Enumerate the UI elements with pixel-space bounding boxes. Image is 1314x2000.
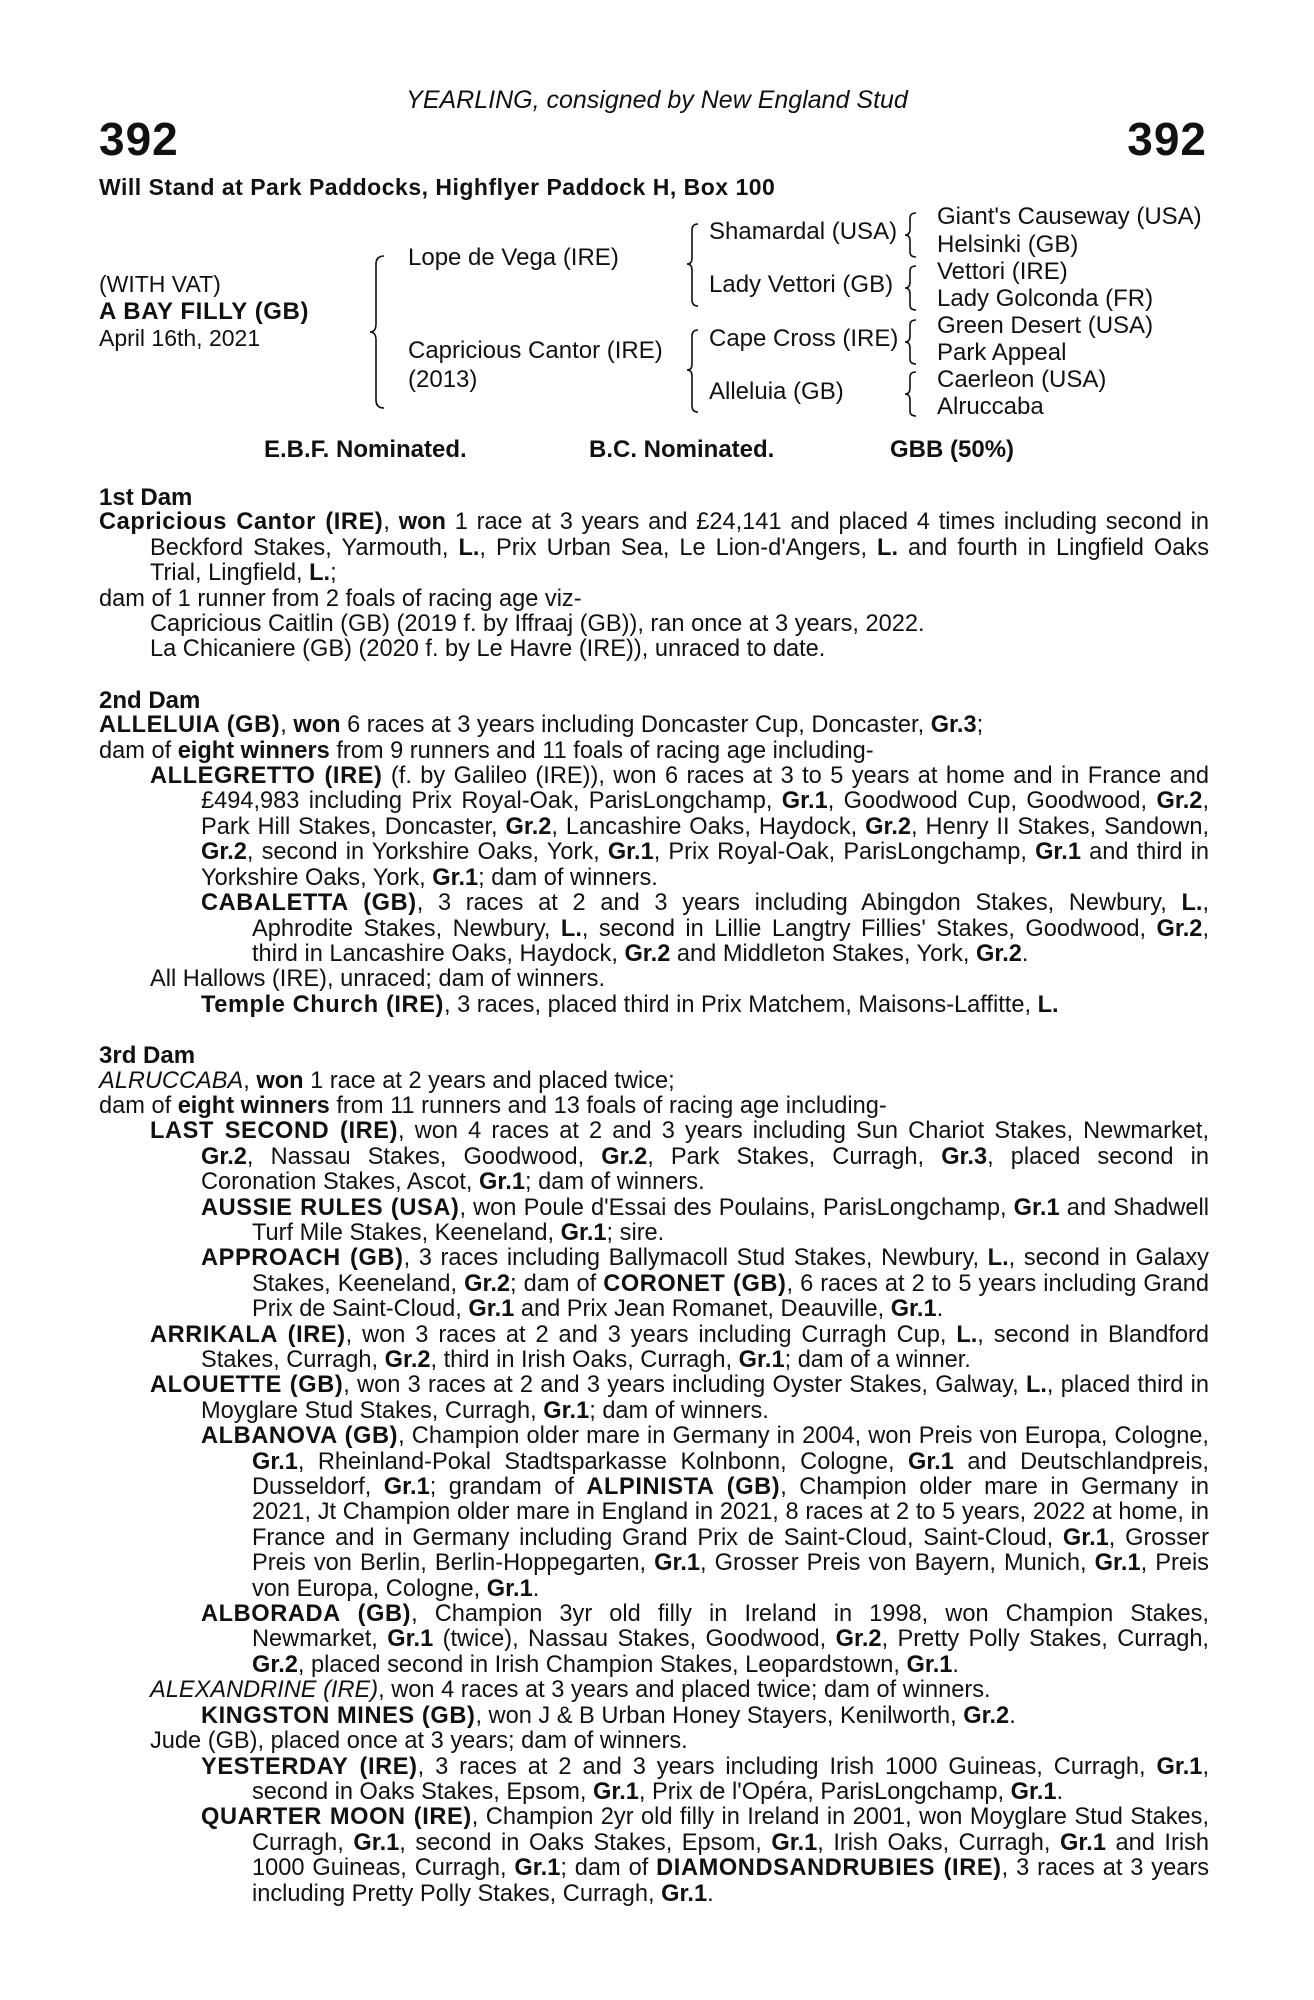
entry-text: , Goodwood Cup, Goodwood, (827, 788, 1157, 815)
entry-text: , second in Blandford Stakes, Curragh, (201, 1321, 1209, 1373)
entry-text: . (707, 1880, 714, 1907)
first-dam-heading: 1st Dam (99, 484, 193, 511)
entry-text: and Shadwell Turf Mile Stakes, Keeneland, (252, 1194, 1209, 1246)
pedigree-bracket-sire (688, 222, 702, 310)
entry-text: , Lancashire Oaks, Haydock, (551, 813, 866, 840)
entry-text: , second in Oaks Stakes, Epsom, (399, 1829, 772, 1856)
produce-item (99, 1373, 1209, 1424)
group-badge: Gr.2 (624, 940, 671, 967)
listed-badge: L. (877, 534, 898, 561)
horse-name: QUARTER MOON (IRE) (201, 1804, 472, 1831)
group-badge: Gr.1 (1062, 1524, 1109, 1551)
entry-text: . (1021, 940, 1029, 967)
entry-text: ; (330, 560, 337, 587)
produce-item (99, 1246, 1209, 1322)
winners-count: eight winners (177, 1092, 330, 1119)
second-dam-entry: ALLELUIA (GB), won 6 races at 3 years including Doncaster Cup, Doncaster, Gr.3; (99, 712, 984, 739)
entry-text: , Aphrodite Stakes, Newbury, (252, 890, 1209, 942)
group-badge: Gr.2 (865, 813, 912, 840)
entry-text: from 11 runners and 13 foals of racing age including- (329, 1092, 887, 1119)
won-label: won (256, 1067, 304, 1094)
won-label: won (293, 712, 341, 739)
group-badge: Gr.2 (464, 1270, 511, 1297)
group-badge: Gr.1 (432, 864, 479, 891)
entry-text: and third in Yorkshire Oaks, York, (201, 839, 1209, 891)
horse-name: AUSSIE RULES (USA) (201, 1194, 460, 1221)
entry-text: , Prix Urban Sea, Le Lion-d'Angers, (479, 534, 878, 561)
entry-text: , Grosser Preis von Berlin, Berlin-Hoppegarten, (252, 1524, 1209, 1577)
entry-text: ; dam of winners. (589, 1397, 769, 1424)
pedigree-sire-sire: Shamardal (USA) (709, 218, 898, 245)
entry-text: , Champion older mare in Germany in 2021, Jt Champion older mare in England in 2021, 8 races at 2 to 5 years, 2022 at home, in France and in Germany including Grand Prix de Saint-Cloud, Saint-Cloud, (252, 1474, 1209, 1551)
group-badge: Gr.1 (890, 1296, 937, 1323)
horse-name: YESTERDAY (IRE) (201, 1753, 418, 1780)
produce-item (99, 993, 1209, 1018)
horse-name: LAST SECOND (IRE) (150, 1118, 399, 1145)
group-badge: Gr.1 (1156, 1753, 1203, 1780)
pedigree-dd-dam: Alruccaba (937, 393, 1044, 420)
entry-text: , second in Oaks Stakes, Epsom, (252, 1753, 1209, 1805)
gbb-note: GBB (50%) (890, 436, 1015, 463)
horse-name: ALPINISTA (GB) (586, 1474, 781, 1501)
entry-text: , won 4 races at 3 years and placed twice; dam of winners. (378, 1677, 991, 1704)
group-badge: Gr.3 (930, 712, 977, 739)
entry-text: , Henry II Stakes, Sandown, (911, 813, 1210, 840)
produce-item: Capricious Caitlin (GB) (2019 f. by Iffraaj (GB)), ran once at 3 years, 2022. (150, 611, 925, 638)
first-dam-produce-summary: dam of 1 runner from 2 foals of racing age viz- (99, 585, 582, 612)
listed-badge: L. (1181, 890, 1203, 917)
entry-text: , 3 races at 2 and 3 years including Abingdon Stakes, Newbury, (416, 890, 1182, 917)
entry-text: . (952, 1651, 959, 1678)
entry-text: , Champion 2yr old filly in Ireland in 2001, won Moyglare Stud Stakes, Curragh, (252, 1804, 1210, 1856)
pedigree-ds-dam: Park Appeal (937, 339, 1067, 366)
group-badge: Gr.1 (781, 788, 828, 815)
group-badge: Gr.1 (252, 1448, 298, 1475)
entry-text: , Irish Oaks, Curragh, (817, 1829, 1061, 1856)
group-badge: Gr.1 (479, 1169, 525, 1196)
listed-badge: L. (987, 1245, 1009, 1272)
group-badge: Gr.1 (908, 1448, 954, 1475)
third-dam-entry: ALRUCCABA, won 1 race at 2 years and placed twice; (99, 1067, 675, 1094)
listed-badge: L. (458, 534, 480, 561)
horse-name: ALBORADA (GB) (201, 1601, 412, 1628)
pedigree-dam-sire: Cape Cross (IRE) (709, 325, 899, 352)
entry-text: . (936, 1296, 944, 1323)
entry-text: and Deutschlandpreis, Dusseldorf, (252, 1448, 1209, 1501)
pedigree-bracket-main (372, 254, 392, 410)
group-badge: Gr.2 (252, 1651, 298, 1678)
horse-name: ALLEGRETTO (IRE) (150, 763, 383, 790)
entry-text: , second in Lillie Langtry Fillies' Stakes, Goodwood, (581, 915, 1157, 942)
entry-text: , Pretty Polly Stakes, Curragh, (881, 1626, 1209, 1653)
stand-info: Will Stand at Park Paddocks, Highflyer Paddock H, Box 100 (99, 174, 776, 200)
entry-text: , won 3 races at 2 and 3 years including Oyster Stakes, Galway, (343, 1372, 1026, 1399)
listed-badge: L. (309, 560, 331, 587)
produce-item (99, 764, 1209, 891)
entry-text: from 9 runners and 11 foals of racing age including- (329, 737, 874, 764)
entry-text: (twice), Nassau Stakes, Goodwood, (433, 1626, 836, 1653)
entry-text: , Prix de l'Opéra, ParisLongchamp, (638, 1778, 1011, 1805)
entry-text: , Grosser Preis von Bayern, Munich, (700, 1550, 1095, 1577)
entry-text: , 6 races at 2 to 5 years including Grand Prix de Saint-Cloud, (252, 1270, 1209, 1323)
entry-text: ; dam of winners. (478, 864, 658, 891)
horse-name: DIAMONDSANDRUBIES (IRE) (656, 1855, 1002, 1882)
entry-text: , won 4 races at 2 and 3 years including Sun Chariot Stakes, Newmarket, (398, 1118, 1210, 1145)
second-dam-produce-summary (99, 739, 1209, 764)
entry-text: ; dam of a winner. (784, 1347, 971, 1373)
group-badge: Gr.1 (353, 1829, 400, 1856)
pedigree-sire: Lope de Vega (IRE) (408, 244, 619, 271)
group-badge: Gr.1 (1010, 1778, 1057, 1805)
entry-text: , Preis von Europa, Cologne, (252, 1550, 1209, 1602)
produce-item (99, 1602, 1209, 1678)
entry-text: , 3 races at 3 years including Pretty Polly Stakes, Curragh, (252, 1855, 1209, 1907)
entry-text: and Middleton Stakes, York, (670, 940, 976, 967)
pedigree-ds-sire: Green Desert (USA) (937, 312, 1154, 339)
group-badge: Gr.2 (201, 1143, 247, 1170)
entry-text: , 3 races including Ballymacoll Stud Stakes, Newbury, (403, 1245, 988, 1272)
entry-text: , placed second in Irish Champion Stakes, Leopardstown, (297, 1651, 907, 1678)
lot-number-right: 392 (1127, 113, 1207, 165)
group-badge: Gr.1 (1094, 1550, 1141, 1577)
group-badge: Gr.1 (906, 1651, 953, 1678)
listed-badge: L. (1037, 991, 1059, 1018)
entry-text: and fourth in Lingfield Oaks Trial, Lingfield, (150, 534, 1209, 587)
group-badge: Gr.1 (607, 839, 654, 866)
lot-number-left: 392 (99, 113, 179, 165)
entry-text: , Nassau Stakes, Goodwood, (246, 1143, 602, 1170)
horse-name: CABALETTA (GB) (201, 890, 417, 917)
entry-text: , Champion 3yr old filly in Ireland in 1998, won Champion Stakes, Newmarket, (252, 1601, 1209, 1653)
entry-text: ; dam of (510, 1270, 604, 1297)
produce-item (99, 1119, 1209, 1195)
first-dam-entry: Capricious Cantor (IRE), won 1 race at 3 years and £24,141 and placed 4 times including second in Beckford Stakes, Yarmouth, L., Prix Urban Sea, Le Lion-d'Angers, L. and fourth in Lingfield Oaks Trial, Lingfield, L.; (99, 509, 1209, 587)
pedigree-sd-dam: Lady Golconda (FR) (937, 285, 1154, 312)
pedigree-dam-dam: Alleluia (GB) (709, 378, 844, 405)
produce-item (99, 891, 1209, 967)
dam-name: ALLELUIA (GB) (99, 712, 281, 739)
entry-text: , won J & B Urban Honey Stayers, Kenilworth, (475, 1702, 964, 1729)
group-badge: Gr.2 (601, 1143, 648, 1170)
horse-name: CORONET (GB) (603, 1270, 787, 1297)
entry-text: , won 3 races at 2 and 3 years including Curragh Cup, (345, 1321, 957, 1348)
group-badge: Gr.1 (738, 1347, 785, 1373)
horse-name: Temple Church (IRE) (201, 991, 444, 1018)
group-badge: Gr.1 (560, 1219, 607, 1246)
entry-text: , Park Stakes, Curragh, (647, 1143, 942, 1170)
produce-item (99, 1755, 1209, 1806)
entry-text: , Champion older mare in Germany in 2004, won Preis von Europa, Cologne, (398, 1423, 1209, 1450)
entry-text: , placed second in Coronation Stakes, Ascot, (201, 1143, 1209, 1196)
entry-text: ; grandam of (429, 1474, 587, 1501)
pedigree-sire-dam: Lady Vettori (GB) (709, 271, 894, 298)
entry-text: , Rheinland-Pokal Stadtsparkasse Kolnbonn, Cologne, (297, 1448, 909, 1475)
group-badge: Gr.1 (468, 1296, 515, 1323)
entry-text: , won Poule d'Essai des Poulains, ParisLongchamp, (459, 1194, 1014, 1221)
pedigree-dam: Capricious Cantor (IRE) (408, 337, 663, 364)
winners-count: eight winners (177, 737, 330, 764)
third-dam-heading: 3rd Dam (99, 1042, 196, 1070)
pedigree-bracket-dd (906, 370, 920, 420)
entry-text: , third in Irish Oaks, Curragh, (430, 1347, 739, 1373)
entry-text: , second in Yorkshire Oaks, York, (246, 839, 608, 866)
pedigree-bracket-ss (906, 211, 920, 261)
pedigree-bracket-sd (906, 264, 920, 314)
group-badge: Gr.2 (975, 940, 1022, 967)
group-badge: Gr.2 (1156, 788, 1203, 815)
pedigree-bracket-dam (688, 328, 702, 416)
group-badge: Gr.2 (1156, 915, 1203, 942)
entry-text: ; sire. (606, 1219, 665, 1246)
entry-text: 1 race at 3 years and £24,141 and placed 4 times including second in Beckford Stakes, Yarmouth, (150, 509, 1209, 561)
won-label: won (398, 509, 446, 536)
pedigree-dam-year: (2013) (408, 366, 478, 393)
pedigree-dd-sire: Caerleon (USA) (937, 366, 1107, 393)
entry-text: dam of (99, 737, 178, 764)
produce-item: Jude (GB), placed once at 3 years; dam of winners. (150, 1728, 688, 1755)
second-dam-heading: 2nd Dam (99, 686, 201, 714)
pedigree-sd-sire: Vettori (IRE) (937, 258, 1068, 285)
pedigree-ss-sire: Giant's Causeway (USA) (937, 203, 1202, 230)
entry-text: . (1009, 1702, 1016, 1729)
horse-name: ARRIKALA (IRE) (150, 1321, 346, 1348)
produce-item: All Hallows (IRE), unraced; dam of winners. (150, 966, 605, 993)
group-badge: Gr.1 (486, 1575, 533, 1602)
produce-item (99, 1323, 1209, 1374)
ebf-nomination: E.B.F. Nominated. (264, 436, 467, 463)
bc-nomination: B.C. Nominated. (589, 436, 775, 463)
entry-text: , Park Hill Stakes, Doncaster, (201, 788, 1209, 840)
entry-text: , 3 races, placed third in Prix Matchem, Maisons-Laffitte, (443, 991, 1038, 1018)
pedigree-ss-dam: Helsinki (GB) (937, 231, 1079, 258)
group-badge: Gr.2 (835, 1626, 882, 1653)
listed-badge: L. (956, 1321, 978, 1348)
produce-item (99, 1805, 1209, 1907)
group-badge: Gr.1 (383, 1474, 430, 1501)
entry-text: . (1056, 1778, 1064, 1805)
entry-text: . (532, 1575, 540, 1602)
entry-text: dam of (99, 1092, 178, 1119)
horse-name: ALOUETTE (GB) (150, 1372, 344, 1399)
group-badge: Gr.1 (387, 1626, 434, 1653)
group-badge: Gr.2 (384, 1347, 431, 1373)
horse-name: ALBANOVA (GB) (201, 1423, 399, 1450)
produce-item: La Chicaniere (GB) (2020 f. by Le Havre (IRE)), unraced to date. (150, 636, 826, 663)
catalogue-body (99, 485, 1209, 1907)
group-badge: Gr.1 (514, 1855, 561, 1882)
vat-note: (WITH VAT) (99, 271, 221, 297)
entry-text: , 3 races at 2 and 3 years including Irish 1000 Guineas, Curragh, (417, 1753, 1157, 1780)
group-badge: Gr.1 (1060, 1829, 1106, 1856)
group-badge: Gr.2 (963, 1702, 1010, 1729)
group-badge: Gr.1 (661, 1880, 708, 1907)
produce-item (99, 1704, 1209, 1729)
group-badge: Gr.1 (592, 1778, 639, 1805)
entry-text: and Irish 1000 Guineas, Curragh, (252, 1829, 1209, 1882)
pedigree-bracket-ds (906, 318, 920, 368)
group-badge: Gr.3 (941, 1143, 988, 1170)
consignment-line: YEARLING, consigned by New England Stud (406, 86, 908, 114)
entry-text: 6 races at 3 years including Doncaster Cup, Doncaster, (340, 712, 931, 739)
group-badge: Gr.1 (1013, 1194, 1060, 1221)
entry-text: ; dam of winners. (524, 1169, 705, 1196)
entry-text: ; (976, 712, 984, 739)
third-dam-produce-summary (99, 1094, 1209, 1119)
dam-name: Capricious Cantor (IRE) (99, 509, 384, 536)
listed-badge: L. (560, 915, 582, 942)
group-badge: Gr.1 (654, 1550, 701, 1577)
group-badge: Gr.1 (771, 1829, 818, 1856)
produce-item (99, 1678, 1209, 1703)
dam-name: ALRUCCABA (99, 1067, 244, 1094)
produce-item (99, 1424, 1209, 1602)
entry-text: , Prix Royal-Oak, ParisLongchamp, (653, 839, 1036, 866)
entry-text: 1 race at 2 years and placed twice; (303, 1067, 675, 1094)
entry-text: , second in Galaxy Stakes, Keeneland, (252, 1245, 1209, 1297)
group-badge: Gr.1 (1035, 839, 1081, 866)
group-badge: Gr.1 (543, 1397, 590, 1424)
listed-badge: L. (1025, 1372, 1047, 1399)
group-badge: Gr.2 (201, 839, 247, 866)
horse-name: ALEXANDRINE (IRE) (150, 1677, 379, 1704)
foaling-date: April 16th, 2021 (99, 325, 261, 351)
entry-text: (f. by Galileo (IRE)), won 6 races at 3 to 5 years at home and in France and £494,983 including Prix Royal-Oak, ParisLongchamp, (201, 763, 1209, 815)
horse-name: APPROACH (GB) (201, 1245, 404, 1272)
produce-item (99, 1196, 1209, 1247)
entry-text: , third in Lancashire Oaks, Haydock, (252, 915, 1209, 967)
horse-name: KINGSTON MINES (GB) (201, 1702, 476, 1729)
entry-text: , placed third in Moyglare Stud Stakes, Curragh, (201, 1372, 1209, 1424)
group-badge: Gr.2 (505, 813, 552, 840)
entry-text: and Prix Jean Romanet, Deauville, (514, 1296, 891, 1323)
entry-text: ; dam of (560, 1855, 657, 1882)
horse-name: A BAY FILLY (GB) (99, 298, 310, 325)
